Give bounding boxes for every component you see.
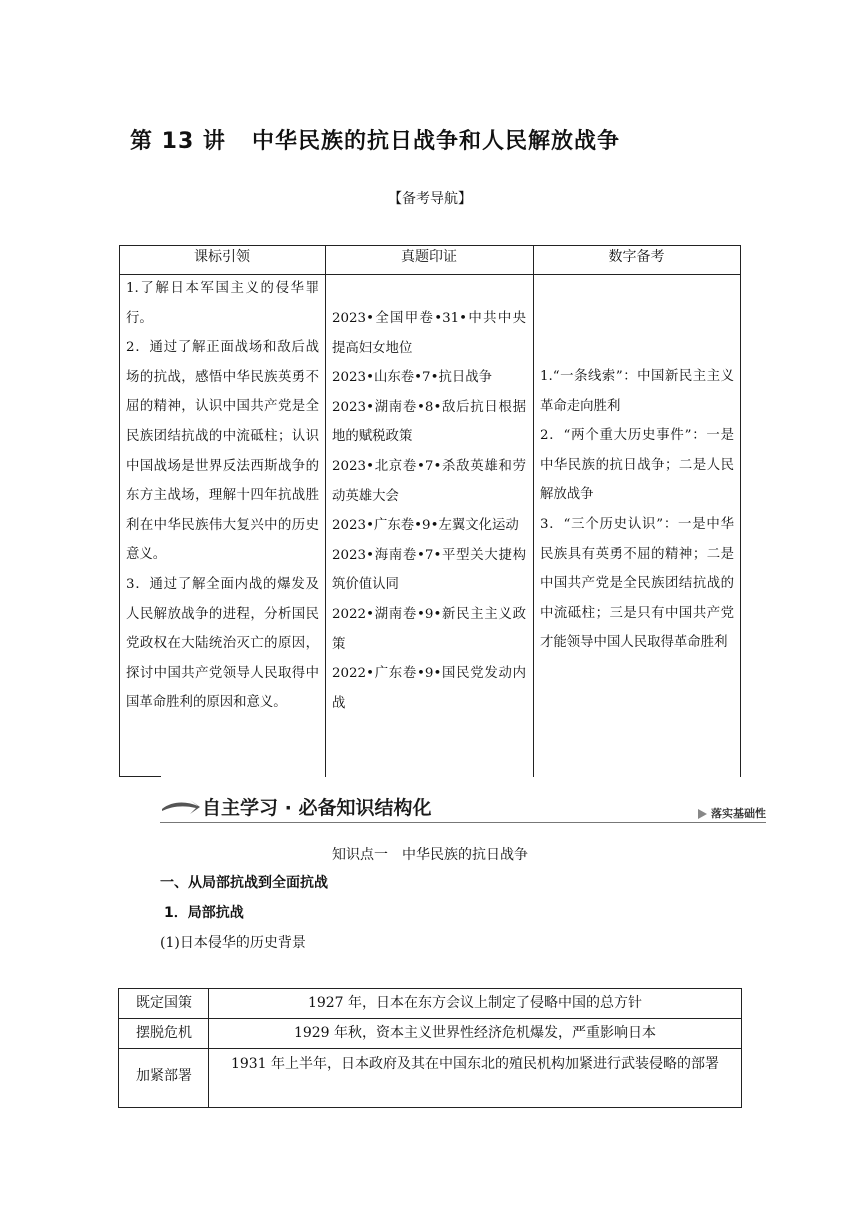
heading-level-3: (1)日本侵华的历史背景 [160,935,306,951]
curriculum-item: 2．通过了解正面战场和敌后战场的抗战，感悟中华民族英勇不屈的精神，认识中国共产党是全民族团结抗战的中流砥柱；认识中国战场是世界反法西斯战争的东方主战场，理解十四年抗战胜利在中华民族伟大复兴中的历史意义。 [126,340,319,563]
table-row [119,989,741,1018]
curriculum-column [126,274,319,718]
lecture-title: 中华民族的抗日战争和人民解放战争 [251,129,620,154]
row-value: 1929 年秋，资本主义世界性经济危机爆发，严重影响日本 [293,1025,657,1041]
exam-guide-table [119,245,741,777]
digital-review-item: 1.“一条线索”：中国新民主主义革命走向胜利 [540,369,734,414]
exam-question-item: 2023•广东卷•9•左翼文化运动 [332,518,519,534]
header-digital-review: 数字备考 [608,249,665,265]
exam-question-item: 2023•湖南卷•8•敌后抗日根据地的赋税政策 [332,399,526,445]
knowledge-point-title: 知识点一 中华民族的抗日战争 [332,847,528,863]
exam-question-item: 2022•广东卷•9•国民党发动内战 [332,666,526,711]
header-curriculum: 课标引领 [194,249,250,265]
row-label: 既定国策 [136,995,192,1011]
exam-question-item: 2023•全国甲卷•31•中共中央提高妇女地位 [332,311,526,356]
table-row [119,1049,741,1108]
arrow-swoosh-icon [160,797,202,817]
lecture-number: 第 13 讲 [130,129,226,154]
heading-level-1: 一、从局部抗战到全面抗战 [160,875,328,891]
section-tag-label: 落实基础性 [711,807,766,820]
guide-heading: 【备考导航】 [388,191,472,207]
triangle-right-icon [698,809,707,819]
curriculum-item: 3．通过了解全面内战的爆发及人民解放战争的进程，分析国民党政权在大陆统治灭亡的原因，探讨中国共产党领导人民取得中国革命胜利的原因和意义。 [126,576,319,711]
digital-review-column [540,362,734,658]
row-value: 1931 年上半年，日本政府及其在中国东北的殖民机构加紧进行武装侵略的部署 [230,1056,720,1072]
exam-question-item: 2022•湖南卷•9•新民主主义政策 [332,606,526,652]
section-title: 自主学习 · 必备知识结构化 [202,797,432,819]
header-exam-questions: 真题印证 [401,249,457,265]
section-tag [698,805,766,821]
exam-question-item: 2023•海南卷•7•平型关大捷构筑价值认同 [332,547,526,593]
exam-questions-column [332,304,526,718]
heading-level-2: 1．局部抗战 [164,905,244,921]
background-table [118,988,742,1108]
section-banner [160,793,766,823]
exam-question-item: 2023•山东卷•7•抗日战争 [332,370,493,386]
curriculum-item: 1.了解日本军国主义的侵华罪行。 [126,281,319,326]
digital-review-item: 3．“三个历史认识”：一是中华民族具有英勇不屈的精神；二是中国共产党是全民族团结抗战的中流砥柱；三是只有中国共产党才能领导中国人民取得革命胜利 [540,516,734,651]
row-value: 1927 年，日本在东方会议上制定了侵略中国的总方针 [307,995,643,1011]
page-title [130,124,620,155]
row-label: 摆脱危机 [136,1025,192,1041]
table-row [119,1019,741,1048]
exam-question-item: 2023•北京卷•7•杀敌英雄和劳动英雄大会 [332,458,526,504]
digital-review-item: 2．“两个重大历史事件”：一是中华民族的抗日战争；二是人民解放战争 [540,428,734,503]
row-label: 加紧部署 [136,1068,192,1084]
